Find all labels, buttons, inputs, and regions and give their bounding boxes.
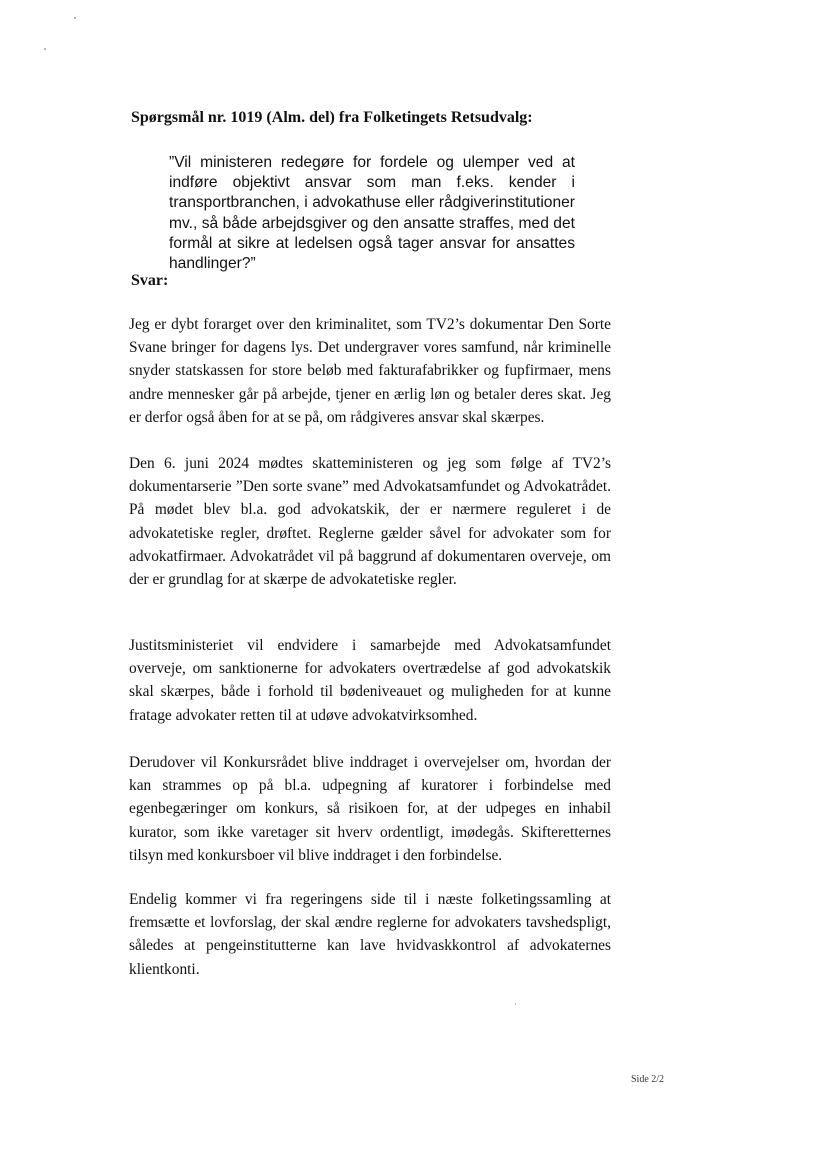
scan-speck (515, 1003, 516, 1005)
answer-paragraph-1: Jeg er dybt forarget over den kriminalitet, som TV2’s dokumentar Den Sorte Svane bringer for dagens lys. Det undergraver vores samfund, når kriminelle snyder statskassen for store beløb med fakturafabrikker og fupfirmaer, mens andre mennesker går på arbejde, tjener en ærlig løn og betaler deres skat. Jeg er derfor også åben for at se på, om rådgiveres ansvar skal skærpes. (129, 316, 611, 426)
answer-paragraph-2: Den 6. juni 2024 mødtes skatteministeren og jeg som følge af TV2’s dokumentarserie ”Den sorte svane” med Advokatsamfundet og Advokatrådet. På mødet blev bl.a. god advokatskik, der er nærmere reguleret i de advokatetiske regler, drøftet. Reglerne gælder såvel for advokater som for advokatfirmaer. Advokatrådet vil på baggrund af dokumentaren overveje, om der er grundlag for at skærpe de advokatetiske regler. (129, 455, 611, 589)
answer-paragraph-3: Justitsministeriet vil endvidere i samarbejde med Advokatsamfundet overveje, om sanktionerne for advokaters overtrædelse af god advokatskik skal skærpes, både i forhold til bødeniveauet og muligheden for at kunne fratage advokater retten til at udøve advokatvirksomhed. (129, 637, 611, 724)
page-number: Side 2/2 (631, 1074, 665, 1085)
answer-paragraph-5: Endelig kommer vi fra regeringens side til i næste folketingssamling at fremsætte et lovforslag, der skal ændre reglerne for advokaters tavshedspligt, således at pengeinstitutterne kan lave hvidvaskkontrol af advokaternes klientkonti. (129, 891, 611, 978)
scan-speck (44, 48, 46, 50)
answer-label: Svar: (131, 272, 169, 289)
question-heading: Spørgsmål nr. 1019 (Alm. del) fra Folketingets Retsudvalg: (131, 109, 533, 126)
scan-speck (74, 17, 76, 19)
answer-paragraph-4: Derudover vil Konkursrådet blive inddraget i overvejelser om, hvordan der kan strammes op på bl.a. udpegning af kuratorer i forbindelse med egenbegæringer om konkurs, så risikoen for, at der udpeges en inhabil kurator, som ikke varetager sit hverv ordentligt, imødegås. Skifteretternes tilsyn med konkursboer vil blive inddraget i den forbindelse. (129, 754, 611, 864)
question-quote: ”Vil ministeren redegøre for fordele og ulemper ved at indføre objektivt ansvar som man f.eks. kender i transportbranchen, i advokathuse eller rådgiverinstitutioner mv., så både arbejdsgiver og den ansatte straffes, med det formål at sikre at ledelsen også tager ansvar for ansattes handlinger?” (169, 154, 575, 273)
